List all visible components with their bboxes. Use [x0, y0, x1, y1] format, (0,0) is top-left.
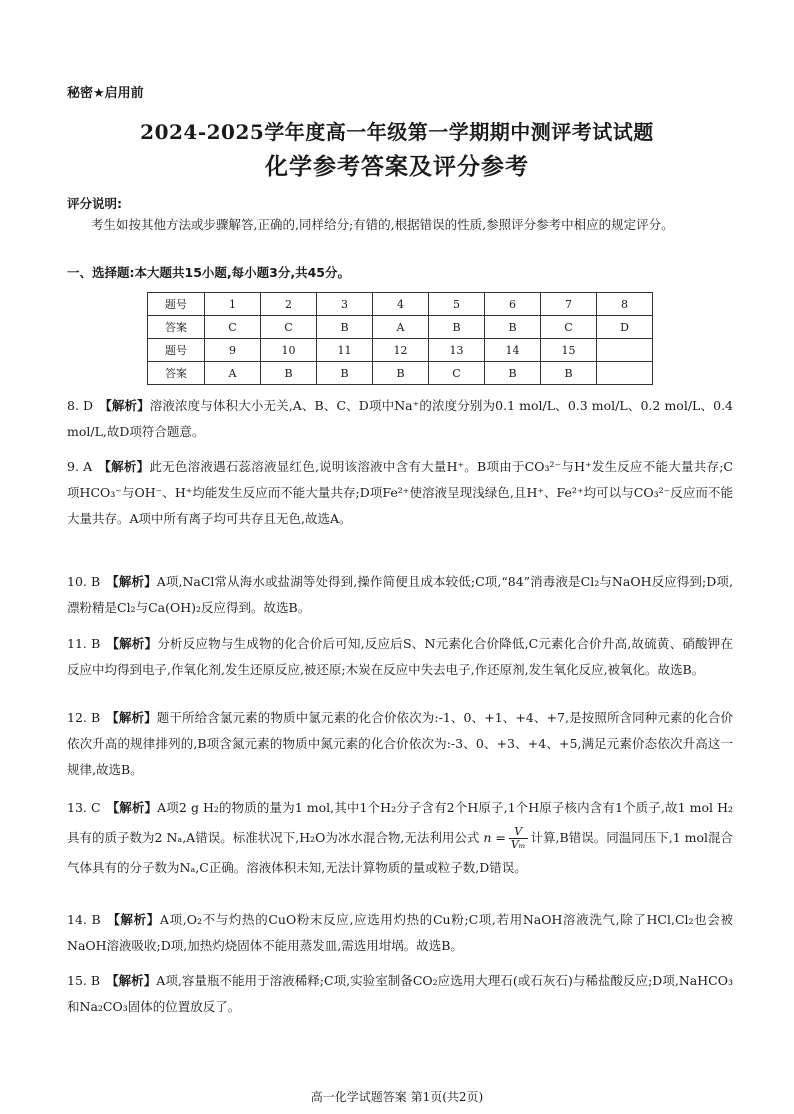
- table-cell: A: [373, 316, 429, 339]
- explanation-q12: [67, 705, 733, 783]
- question-number: 11. B: [67, 636, 101, 651]
- scoring-label: 评分说明:: [67, 196, 122, 211]
- table-row: [148, 293, 653, 316]
- explanation-text: A项,O₂不与灼热的CuO粉末反应,应选用灼热的Cu粉;C项,若用NaOH溶液洗气,除了HCl,Cl₂也会被NaOH溶液吸收;D项,加热灼烧固体不能用蒸发皿,需选用坩埚。故选B。: [67, 912, 733, 953]
- fraction-denominator: Vₘ: [510, 838, 526, 851]
- analysis-tag: 【解析】: [106, 710, 157, 725]
- question-number: 10. B: [67, 574, 101, 589]
- table-cell: 10: [261, 339, 317, 362]
- table-cell: A: [205, 362, 261, 385]
- table-header-cell: 题号: [148, 339, 205, 362]
- table-cell: 4: [373, 293, 429, 316]
- table-cell: B: [485, 362, 541, 385]
- table-cell: 15: [541, 339, 597, 362]
- table-cell: 6: [485, 293, 541, 316]
- fraction-numerator: V: [509, 826, 528, 839]
- analysis-tag: 【解析】: [106, 973, 157, 988]
- question-number: 14. B: [67, 912, 101, 927]
- analysis-tag: 【解析】: [106, 574, 157, 589]
- analysis-tag: 【解析】: [106, 800, 158, 815]
- formula-n: n =: [483, 830, 506, 845]
- table-cell: C: [541, 316, 597, 339]
- page-footer: 高一化学试题答案 第1页(共2页): [310, 1090, 484, 1104]
- analysis-tag: 【解析】: [106, 912, 160, 927]
- table-cell: B: [373, 362, 429, 385]
- explanation-text: 溶液浓度与体积大小无关,A、B、C、D项中Na⁺的浓度分别为0.1 mol/L、0.3 mol/L、0.2 mol/L、0.4 mol/L,故D项符合题意。: [67, 398, 733, 439]
- table-cell: 5: [429, 293, 485, 316]
- explanation-q9: [67, 454, 733, 532]
- table-cell: 1: [205, 293, 261, 316]
- table-cell: 2: [261, 293, 317, 316]
- confidential-label: 秘密★启用前: [67, 86, 144, 101]
- table-cell: 9: [205, 339, 261, 362]
- explanation-q8: [67, 393, 733, 445]
- explanation-text: 题干所给含氯元素的物质中氯元素的化合价依次为:-1、0、+1、+4、+7,是按照所含同种元素的化合价依次升高的规律排列的,B项含氮元素的物质中氮元素的化合价依次为:-3、0、+3、+4、+5,满足元素价态依次升高这一规律,故选B。: [67, 710, 733, 777]
- table-cell: B: [429, 316, 485, 339]
- explanation-text: A项2 g H₂的物质的量为1 mol,其中1个H₂分子含有2个H原子,1个H原子核内含有1个质子,故1 mol H₂具有的质子数为2 Nₐ,A错误。标准状况下,H₂O为冰水混合物,无法利用公式: [67, 800, 734, 845]
- formula-fraction: [509, 826, 528, 851]
- explanation-q11: [67, 631, 733, 683]
- exam-title: 2024-2025学年度高一年级第一学期期中测评考试试题: [140, 120, 654, 144]
- question-number: 8. D: [67, 398, 94, 413]
- table-cell: C: [261, 316, 317, 339]
- table-cell: B: [261, 362, 317, 385]
- question-number: 15. B: [67, 973, 101, 988]
- question-number: 13. C: [67, 800, 101, 815]
- scoring-text: 考生如按其他方法或步骤解答,正确的,同样给分;有错的,根据错误的性质,参照评分参考中相应的规定评分。: [91, 217, 674, 232]
- table-cell: B: [317, 362, 373, 385]
- section-heading: 一、选择题:本大题共15小题,每小题3分,共45分。: [67, 265, 350, 280]
- table-row: [148, 362, 653, 385]
- table-cell: C: [205, 316, 261, 339]
- answer-table: [147, 292, 653, 385]
- question-number: 9. A: [67, 459, 93, 474]
- table-cell: 11: [317, 339, 373, 362]
- explanation-q13: [67, 793, 733, 883]
- table-cell: 3: [317, 293, 373, 316]
- question-number: 12. B: [67, 710, 101, 725]
- table-cell: 12: [373, 339, 429, 362]
- table-cell: [597, 362, 653, 385]
- explanation-q15: [67, 968, 733, 1020]
- explanation-text: A项,容量瓶不能用于溶液稀释;C项,实验室制备CO₂应选用大理石(或石灰石)与稀盐酸反应;D项,NaHCO₃和Na₂CO₃固体的位置放反了。: [67, 973, 733, 1014]
- explanation-text: 此无色溶液遇石蕊溶液显红色,说明该溶液中含有大量H⁺。B项由于CO₃²⁻与H⁺发生反应不能大量共存;C项HCO₃⁻与OH⁻、H⁺均能发生反应而不能大量共存;D项Fe²⁺使溶液呈现浅绿色,且H⁺、Fe²⁺均可以与CO₃²⁻反应而不能大量共存。A项中所有离子均可共存且无色,故选A。: [67, 459, 733, 526]
- explanation-text: A项,NaCl常从海水或盐湖等处得到,操作简便且成本较低;C项,“84”消毒液是Cl₂与NaOH反应得到;D项,漂粉精是Cl₂与Ca(OH)₂反应得到。故选B。: [67, 574, 733, 615]
- analysis-tag: 【解析】: [106, 636, 158, 651]
- explanation-q14: [67, 907, 733, 959]
- table-cell: B: [317, 316, 373, 339]
- table-cell: [597, 339, 653, 362]
- table-cell: C: [429, 362, 485, 385]
- table-cell: 13: [429, 339, 485, 362]
- table-header-cell: 答案: [148, 362, 205, 385]
- table-cell: 7: [541, 293, 597, 316]
- table-cell: 8: [597, 293, 653, 316]
- explanation-text: 分析反应物与生成物的化合价后可知,反应后S、N元素化合价降低,C元素化合价升高,故硫黄、硝酸钾在反应中均得到电子,作氧化剂,发生还原反应,被还原;木炭在反应中失去电子,作还原剂,发生氧化反应,被氧化。故选B。: [67, 636, 733, 677]
- answer-subtitle: 化学参考答案及评分参考: [265, 154, 529, 180]
- table-cell: 14: [485, 339, 541, 362]
- explanation-text: 计算,B错误。同温同压下,1 mol混合气体具有的分子数为Nₐ,C正确。溶液体积未知,无法计算物质的量或粒子数,D错误。: [67, 830, 734, 875]
- table-cell: B: [541, 362, 597, 385]
- table-row: [148, 339, 653, 362]
- analysis-tag: 【解析】: [99, 398, 150, 413]
- table-header-cell: 答案: [148, 316, 205, 339]
- analysis-tag: 【解析】: [98, 459, 150, 474]
- explanation-q10: [67, 569, 733, 621]
- table-cell: B: [485, 316, 541, 339]
- table-row: [148, 316, 653, 339]
- table-cell: D: [597, 316, 653, 339]
- table-header-cell: 题号: [148, 293, 205, 316]
